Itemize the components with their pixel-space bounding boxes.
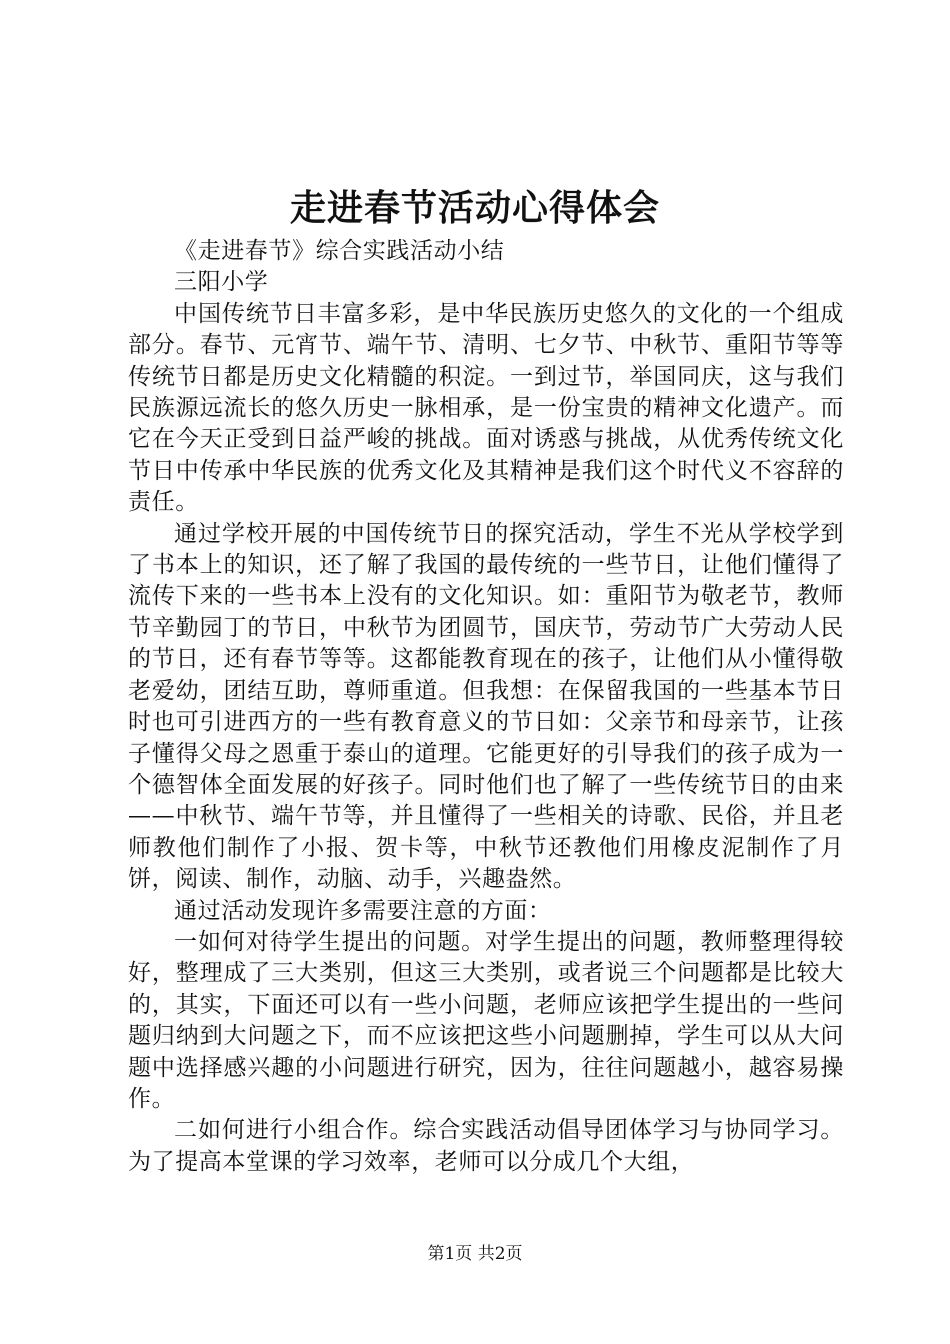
body-paragraph: 中国传统节日丰富多彩，是中华民族历史悠久的文化的一个组成部分。春节、元宵节、端午节、清明、七夕节、中秋节、重阳节等等传统节日都是历史文化精髓的积淀。一到过节，举国同庆，这与我们民族源远流长的悠久历史一脉相承，是一份宝贵的精神文化遗产。而它在今天正受到日益严峻的挑战。面对诱惑与挑战，从优秀传统文化节日中传承中华民族的优秀文化及其精神是我们这个时代义不容辞的责任。 (128, 300, 844, 516)
subtitle-paragraph: 《走进春节》综合实践活动小结 (174, 238, 505, 264)
document-body (128, 236, 844, 1178)
page-title: 走进春节活动心得体会 (289, 187, 660, 229)
body-paragraph: 通过学校开展的中国传统节日的探究活动，学生不光从学校学到了书本上的知识，还了解了我国的最传统的一些节日，让他们懂得了流传下来的一些书本上没有的文化知识。如：重阳节为敬老节，教师节辛勤园丁的节日，中秋节为团圆节，国庆节，劳动节广大劳动人民的节日，还有春节等等。这都能教育现在的孩子，让他们从小懂得敬老爱幼，团结互助，尊师重道。但我想：在保留我国的一些基本节日时也可引进西方的一些有教育意义的节日如：父亲节和母亲节，让孩子懂得父母之恩重于泰山的道理。它能更好的引导我们的孩子成为一个德智体全面发展的好孩子。同时他们也了解了一些传统节日的由来——中秋节、端午节等，并且懂得了一些相关的诗歌、民俗，并且老师教他们制作了小报、贺卡等，中秋节还教他们用橡皮泥制作了月饼，阅读、制作，动脑、动手，兴趣盎然。 (128, 520, 844, 893)
body-paragraph: 一如何对待学生提出的问题。对学生提出的问题，教师整理得较好，整理成了三大类别，但这三大类别，或者说三个问题都是比较大的，其实，下面还可以有一些小问题，老师应该把学生提出的一些问题归纳到大问题之下，而不应该把这些小问题删掉，学生可以从大问题中选择感兴趣的小问题进行研究，因为，往往问题越小，越容易操作。 (128, 928, 844, 1112)
body-paragraph: 二如何进行小组合作。综合实践活动倡导团体学习与协同学习。为了提高本堂课的学习效率，老师可以分成几个大组， (128, 1117, 844, 1175)
school-name-paragraph: 三阳小学 (174, 269, 269, 296)
body-paragraph: 通过活动发现许多需要注意的方面： (174, 897, 552, 924)
page-footer: 第1页 共2页 (427, 1244, 523, 1264)
